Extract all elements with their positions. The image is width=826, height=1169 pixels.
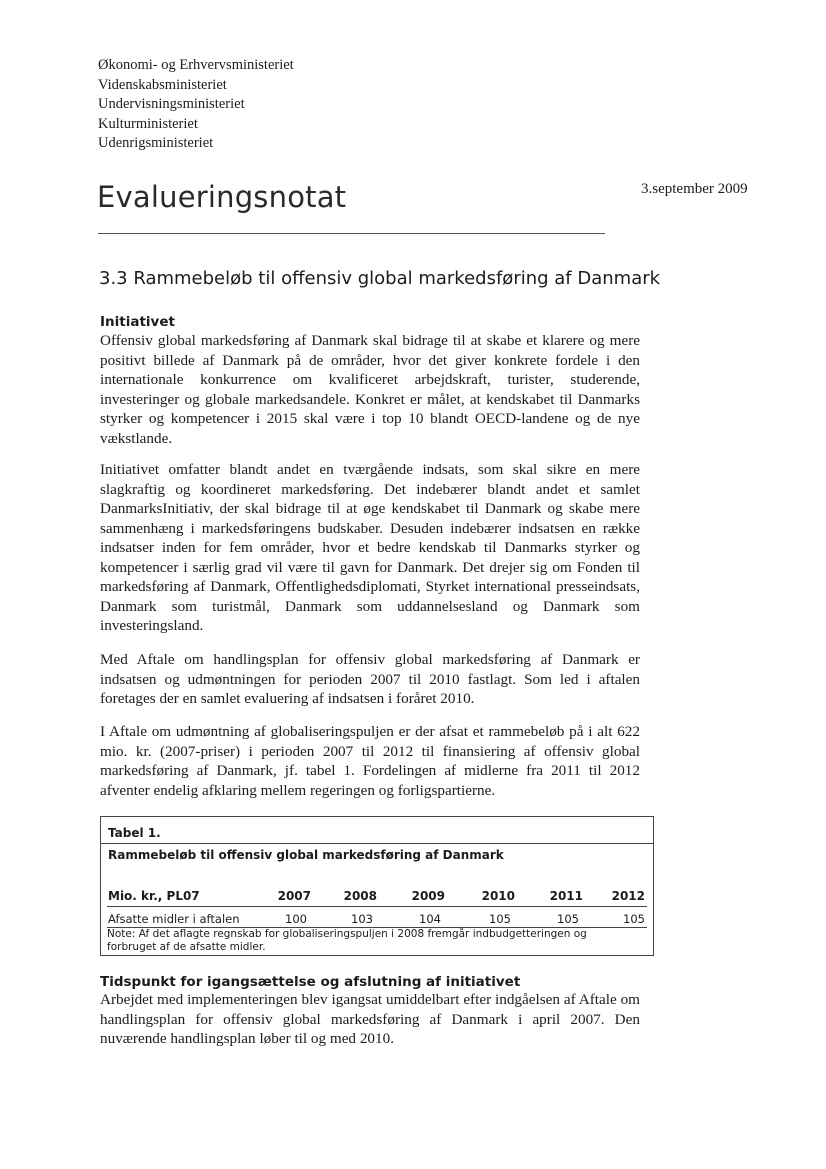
- table-cell: 105: [557, 912, 579, 926]
- table-cell: 103: [351, 912, 373, 926]
- paragraph: Arbejdet med implementeringen blev igangsat umiddelbart efter indgåelsen af Aftale om handlingsplan for offensiv global markedsføring af Danmark i april 2007. Den nuværende handlingsplan løber til og med 2010.: [100, 991, 640, 1047]
- table-divider: [101, 843, 653, 844]
- table-header-year: 2008: [343, 889, 377, 903]
- ministry-list: [98, 56, 294, 154]
- table-header-year: 2012: [611, 889, 645, 903]
- subheading-tidspunkt: Tidspunkt for igangsættelse og afslutning af initiativet: [100, 974, 521, 990]
- table-header-year: 2010: [481, 889, 515, 903]
- subheading-initiativet: Initiativet: [100, 314, 175, 330]
- table-cell: 104: [419, 912, 441, 926]
- table-header-year: 2007: [277, 889, 311, 903]
- document-title: Evalueringsnotat: [97, 180, 347, 214]
- table-cell: 105: [623, 912, 645, 926]
- table-cell: 105: [489, 912, 511, 926]
- document-date: 3.september 2009: [641, 181, 748, 197]
- table-label: Tabel 1.: [108, 826, 161, 840]
- ministry-name: Videnskabsministeriet: [98, 76, 227, 93]
- ministry-name: Økonomi- og Erhvervsministeriet: [98, 57, 294, 73]
- ministry-name: Undervisningsministeriet: [98, 96, 245, 112]
- paragraph: Initiativet omfatter blandt andet en tværgående indsats, som skal sikre en mere slagkraftig og koordineret markedsføring. Det indebærer blandt andet et samlet DanmarksInitiativ, der skal bidrage til at øge kendskabet til Danmark og skabe mere sammenhæng i markedsføringens budskaber. Desuden indebærer indsatsen en række indsatser inden for fem områder, hvor et bedre kendskab til Danmarks styrker og kompetencer i særlig grad vil være til gavn for Danmark. Det drejer sig om Fonden til markedsføring af Danmark, Offentlighedsdiplomati, Styrket international presseindsats, Danmark som turistmål, Danmark som uddannelsesland og Danmark som investeringsland.: [100, 461, 640, 634]
- table-note: Note: Af det aflagte regnskab for globaliseringspuljen i 2008 fremgår indbudgetteringen og forbruget af de afsatte midler.: [107, 928, 587, 953]
- paragraph: Offensiv global markedsføring af Danmark skal bidrage til at skabe et klarere og mere positivt billede af Danmark på de områder, hvor det giver konkrete fordele i den internationale konkurrence om kvalificeret arbejdskraft, turister, studerende, investeringer og globale markedsandele. Konkret er målet, at kendskabet til Danmarks styrker og kompetencer i 2015 skal være i top 10 blandt OECD-landene og de nye vækstlande.: [100, 332, 640, 447]
- paragraph: Med Aftale om handlingsplan for offensiv global markedsføring af Danmark er indsatsen og udmøntningen for perioden 2007 til 2010 fastlagt. Som led i aftalen foretages der en samlet evaluering af indsatsen i foråret 2010.: [100, 651, 640, 707]
- paragraph: I Aftale om udmøntning af globaliseringspuljen er der afsat et rammebeløb på i alt 622 mio. kr. (2007-priser) i perioden 2007 til 2012 til finansiering af offensiv global markedsføring af Danmark, jf. tabel 1. Fordelingen af midlerne fra 2011 til 2012 afventer endelig afklaring mellem regeringen og forligspartierne.: [100, 723, 640, 799]
- table-cell: 100: [285, 912, 307, 926]
- table-row-label: Afsatte midler i aftalen: [108, 912, 240, 926]
- title-divider: [98, 233, 605, 234]
- section-heading: 3.3 Rammebeløb til offensiv global markedsføring af Danmark: [99, 268, 661, 289]
- table-header-unit: Mio. kr., PL07: [108, 889, 200, 903]
- table-caption: Rammebeløb til offensiv global markedsføring af Danmark: [108, 848, 504, 862]
- table-divider: [107, 906, 647, 907]
- table-header-year: 2011: [549, 889, 583, 903]
- ministry-name: Udenrigsministeriet: [98, 135, 214, 151]
- table-header-year: 2009: [411, 889, 445, 903]
- ministry-name: Kulturministeriet: [98, 115, 198, 132]
- budget-table: [100, 816, 654, 956]
